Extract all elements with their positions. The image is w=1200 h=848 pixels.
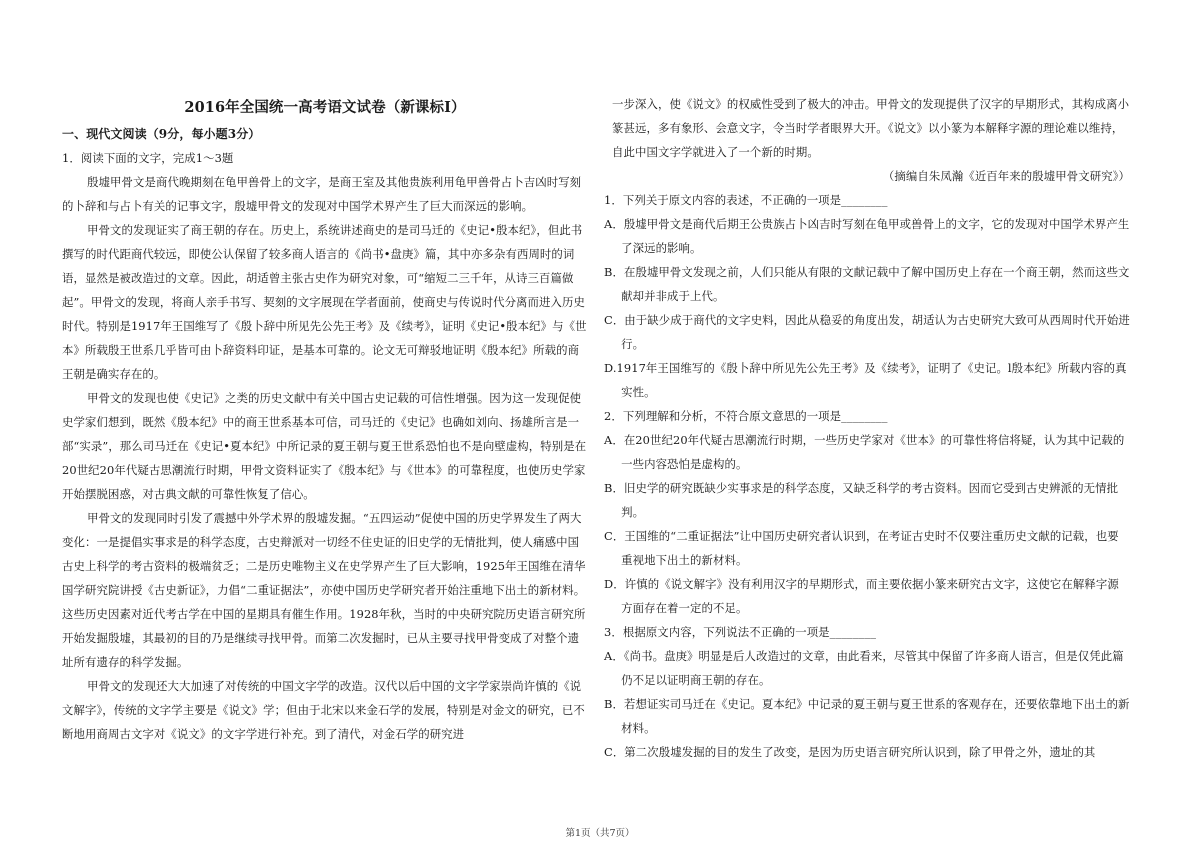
question-2-option-d: D．许慎的《说文解字》没有利用汉字的早期形式，而主要依据小篆来研究古文字，这使它在解释字源方面存在着一定的不足。 <box>604 577 1119 615</box>
question-3-option-b: B．若想证实司马迁在《史记。夏本纪》中记录的夏王朝与夏王世系的客观存在，还要依靠地下出土的新材料。 <box>604 697 1130 735</box>
question-3-option-c: C．第二次殷墟发掘的目的发生了改变，是因为历史语言研究所认识到，除了甲骨之外，遗址的其 <box>604 745 1096 759</box>
page-footer: 第1页（共7页） <box>565 828 635 839</box>
question-1-option-a: A．殷墟甲骨文是商代后期王公贵族占卜凶吉时写刻在龟甲或兽骨上的文字，它的发现对中国学术界产生了深远的影响。 <box>604 217 1130 255</box>
passage-paragraph: 殷墟甲骨文是商代晚期刻在龟甲兽骨上的文字，是商王室及其他贵族利用龟甲兽骨占卜吉凶时写刻的卜辞和与占卜有关的记事文字，殷墟甲骨文的发现对中国学术界产生了巨大而深远的影响。 <box>62 175 582 213</box>
passage-paragraph: 甲骨文的发现证实了商王朝的存在。历史上，系统讲述商史的是司马迁的《史记•殷本纪》，但此书撰写的时代距商代较远，即使公认保留了较多商人语言的《尚书•盘庚》篇，其中亦多杂有西周时的词语，显然是被改造过的文章。因此，胡适曾主张古史作为研究对象，可“缩短二三千年，从诗三百篇做起”。甲骨文的发现，将商人亲手书写、契刻的文字展现在学者面前，使商史与传说时代分离而进入历史时代。特别是1917年王国维写了《殷卜辞中所见先公先王考》及《续考》，证明《史记•殷本纪》与《世本》所载殷王世系几乎皆可由卜辞资料印证，是基本可靠的。论文无可辩驳地证明《殷本纪》所载的商王朝是确实存在的。 <box>62 223 587 381</box>
passage-continuation: 一步深入，使《说文》的权威性受到了极大的冲击。甲骨文的发现提供了汉字的早期形式，其构成离小篆甚远，多有象形、会意文字，令当时学者眼界大开。《说文》以小篆为本解释字源的理论难以维持，自此中国文字学就进入了一个新的时期。 <box>612 97 1130 159</box>
question-2-option-c: C．王国维的“二重证据法”让中国历史研究者认识到，在考证古史时不仅要注重历史文献的记载，也要重视地下出土的新材料。 <box>604 529 1119 567</box>
question-2-option-a: A．在20世纪20年代疑古思潮流行时期，一些历史学家对《世本》的可靠性将信将疑，认为其中记载的一些内容恐怕是虚构的。 <box>604 433 1125 471</box>
passage-source: （摘编自朱凤瀚《近百年来的殷墟甲骨文研究》） <box>882 169 1130 183</box>
left-column <box>62 96 588 746</box>
question-1-option-d: D.1917年王国维写的《殷卜辞中所见先公先王考》及《续考》，证明了《史记。l殷本纪》所载内容的真实性。 <box>604 361 1127 399</box>
question-3-option-a: A．《尚书。盘庚》明显是后人改造过的文章，由此看来，尽管其中保留了许多商人语言，但是仅凭此篇仍不足以证明商王朝的存在。 <box>604 649 1124 687</box>
question-1-option-c: C．由于缺少成于商代的文字史料，因此从稳妥的角度出发，胡适认为古史研究大致可从西周时代开始进行。 <box>604 313 1130 351</box>
question-1-option-b: B．在殷墟甲骨文发现之前，人们只能从有限的文献记载中了解中国历史上存在一个商王朝，然而这些文献却并非成于上代。 <box>604 265 1130 303</box>
passage-paragraph: 甲骨文的发现还大大加速了对传统的中国文字学的改造。汉代以后中国的文字学家崇尚许慎的《说文解字》，传统的文字学主要是《说文》学；但由于北宋以来金石学的发展，特别是对金文的研究，已不断地用商周古文字对《说文》的文字学进行补充。到了清代，对金石学的研究进 <box>62 679 585 741</box>
passage-paragraph: 甲骨文的发现同时引发了震撼中外学术界的殷墟发掘。“五四运动”促使中国的历史学界发生了两大变化：一是提倡实事求是的科学态度，古史辩派对一切经不住史证的旧史学的无情批判，使人痛感中国古史上科学的考古资料的极端贫乏；二是历史唯物主义在史学界产生了巨大影响，1925年王国维在清华国学研究院讲授《古史新证》，力倡“二重证据法”，亦使中国历史学研究者开始注重地下出土的新材料。这些历史因素对近代考古学在中国的星期具有催生作用。1928年秋，当时的中央研究院历史语言研究所开始发掘殷墟，其最初的目的乃是继续寻找甲骨。而第二次发掘时，已从主要寻找甲骨变成了对整个遗址所有遗存的科学发掘。 <box>62 511 586 669</box>
question-3-stem: 3．根据原文内容，下列说法不正确的一项是________ <box>604 625 877 639</box>
question-intro: 1．阅读下面的文字，完成1～3题 <box>62 151 234 165</box>
section-heading: 一、现代文阅读（9分，每小题3分） <box>62 127 261 141</box>
question-2-option-b: B．旧史学的研究既缺少实事求是的科学态度，又缺乏科学的考古资料。因而它受到古史辨派的无情批判。 <box>604 481 1119 519</box>
exam-title: 2016年全国统一高考语文试卷（新课标Ⅰ） <box>184 99 466 116</box>
right-column <box>604 92 1130 764</box>
question-2-stem: 2．下列理解和分析，不符合原文意思的一项是________ <box>604 409 888 423</box>
question-1-stem: 1．下列关于原文内容的表述，不正确的一项是________ <box>604 193 888 207</box>
passage-paragraph: 甲骨文的发现也使《史记》之类的历史文献中有关中国古史记载的可信性增强。因为这一发现促使史学家们想到，既然《殷本纪》中的商王世系基本可信，司马迁的《史记》也确如刘向、扬雄所言是一部“实录”，那么司马迁在《史记•夏本纪》中所记录的夏王朝与夏王世系恐怕也不是向壁虚构，特别是在20世纪20年代疑古思潮流行时期，甲骨文资料证实了《殷本纪》与《世本》的可靠程度，也使历史学家开始摆脱困惑，对古典文献的可靠性恢复了信心。 <box>62 391 587 501</box>
